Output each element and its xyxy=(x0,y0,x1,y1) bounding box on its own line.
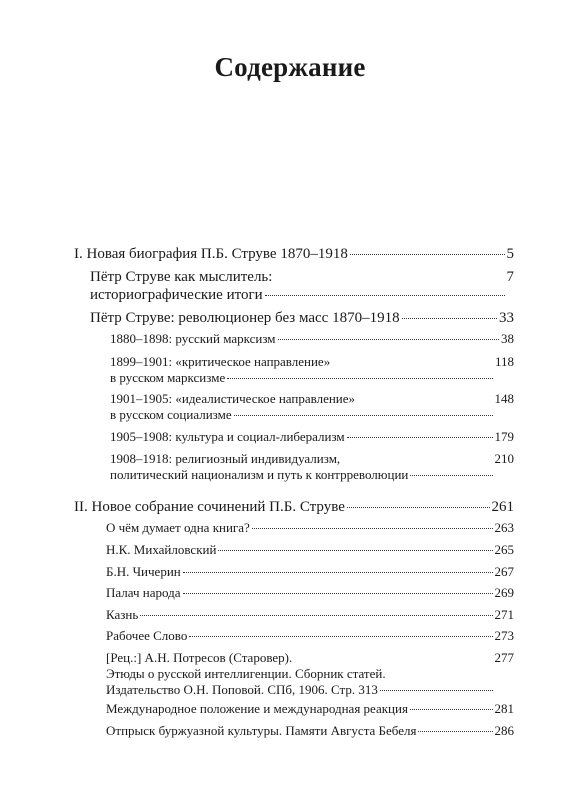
toc-entry[interactable] xyxy=(106,650,514,698)
toc-entry-text-line: 1908–1918: религиозный индивидуализм, xyxy=(110,451,341,466)
toc-entry-text: II. Новое собрание сочинений П.Б. Струве xyxy=(74,499,345,515)
toc-entry[interactable] xyxy=(106,723,514,739)
toc-entry[interactable] xyxy=(110,451,514,483)
toc-entry-text: Казнь xyxy=(106,607,139,622)
toc-page-number: 286 xyxy=(494,723,514,738)
toc-entry[interactable] xyxy=(110,354,514,386)
toc-entry-text: Пётр Струве: революционер без масс 1870–1918 xyxy=(90,310,400,326)
toc-page-number: 269 xyxy=(494,585,514,600)
toc-entry-text-line: Этюды о русской интеллигенции. Сборник статей. xyxy=(106,666,386,681)
dot-leader xyxy=(402,317,497,319)
toc-entry-text: Международное положение и международная реакция xyxy=(106,701,408,716)
toc-entry-text: Б.Н. Чичерин xyxy=(106,564,181,579)
page-title: Содержание xyxy=(214,52,366,82)
toc-entry-text: I. Новая биография П.Б. Струве 1870–1918 xyxy=(74,246,348,262)
toc-page-number: 273 xyxy=(494,628,514,643)
toc-entry-text: Рабочее Слово xyxy=(106,628,188,643)
toc-page-number: 265 xyxy=(494,542,514,557)
dot-leader xyxy=(227,377,493,379)
toc-entry-text: Отпрыск буржуазной культуры. Памяти Августа Бебеля xyxy=(106,723,417,738)
toc-entry-text-line: политический национализм и путь к контрреволюции xyxy=(110,467,409,482)
dot-leader xyxy=(252,527,493,529)
dot-leader xyxy=(380,689,493,691)
toc-page-number: 5 xyxy=(506,246,514,262)
dot-leader xyxy=(418,730,492,732)
toc-entry-text-line: Пётр Струве как мыслитель: xyxy=(90,269,273,285)
toc-entry-text: Н.К. Михайловский xyxy=(106,542,217,557)
dot-leader xyxy=(234,414,493,416)
toc-entry[interactable] xyxy=(110,429,514,445)
toc-page-number: 7 xyxy=(506,269,514,285)
toc-page-number: 267 xyxy=(494,564,514,579)
toc-entry[interactable] xyxy=(106,564,514,580)
toc-entry-text-line: в русском социализме xyxy=(110,407,232,422)
toc-entry-text-line: Издательство О.Н. Поповой. СПб, 1906. Стр. 313 xyxy=(106,682,378,697)
dot-leader xyxy=(278,338,499,340)
dot-leader xyxy=(265,294,505,296)
toc-page-number: 281 xyxy=(494,701,514,716)
toc-page-number: 118 xyxy=(494,354,514,369)
toc-entry-text-line: 1901–1905: «идеалистическое направление» xyxy=(110,391,356,406)
dot-leader xyxy=(410,708,493,710)
dot-leader xyxy=(218,549,492,551)
toc-entry[interactable] xyxy=(106,607,514,623)
dot-leader xyxy=(189,635,492,637)
toc-entry-section-1[interactable] xyxy=(74,245,514,263)
toc-entry-text: О чём думает одна книга? xyxy=(106,520,250,535)
toc-page-number: 38 xyxy=(501,331,514,346)
dot-leader xyxy=(350,253,505,255)
toc-entry-text: 1880–1898: русский марксизм xyxy=(110,331,276,346)
toc-entry[interactable] xyxy=(106,520,514,536)
toc-page-number: 148 xyxy=(494,391,514,406)
dot-leader xyxy=(183,592,493,594)
dot-leader xyxy=(347,506,490,508)
toc-entry-text-line: [Рец.:] А.Н. Потресов (Старовер). xyxy=(106,650,293,665)
toc-page-number: 179 xyxy=(494,429,514,444)
toc-entry[interactable] xyxy=(106,628,514,644)
toc-entry-text: 1905–1908: культура и социал-либерализм xyxy=(110,429,345,444)
toc-page-number: 271 xyxy=(494,607,514,622)
toc-entry[interactable] xyxy=(110,391,514,423)
toc-entry[interactable] xyxy=(106,585,514,601)
toc-page-number: 210 xyxy=(494,451,514,466)
toc-entry-text-line: историографические итоги xyxy=(90,287,263,303)
toc-page-number: 277 xyxy=(494,650,514,665)
toc-entry[interactable] xyxy=(106,701,514,717)
toc-entry-text: Палач народа xyxy=(106,585,181,600)
toc-page-number: 33 xyxy=(499,310,514,326)
toc-entry-section-2[interactable] xyxy=(74,498,514,516)
toc-entry[interactable] xyxy=(106,542,514,558)
dot-leader xyxy=(183,571,493,573)
toc-entry[interactable] xyxy=(90,309,514,327)
dot-leader xyxy=(140,614,492,616)
toc-page-number: 261 xyxy=(491,499,514,515)
dot-leader xyxy=(410,474,492,476)
toc-page-number: 263 xyxy=(494,520,514,535)
toc-entry-text-line: 1899–1901: «критическое направление» xyxy=(110,354,331,369)
dot-leader xyxy=(347,436,493,438)
toc-entry-text-line: в русском марксизме xyxy=(110,370,226,385)
toc-entry[interactable] xyxy=(110,331,514,347)
toc-entry[interactable] xyxy=(90,268,514,304)
